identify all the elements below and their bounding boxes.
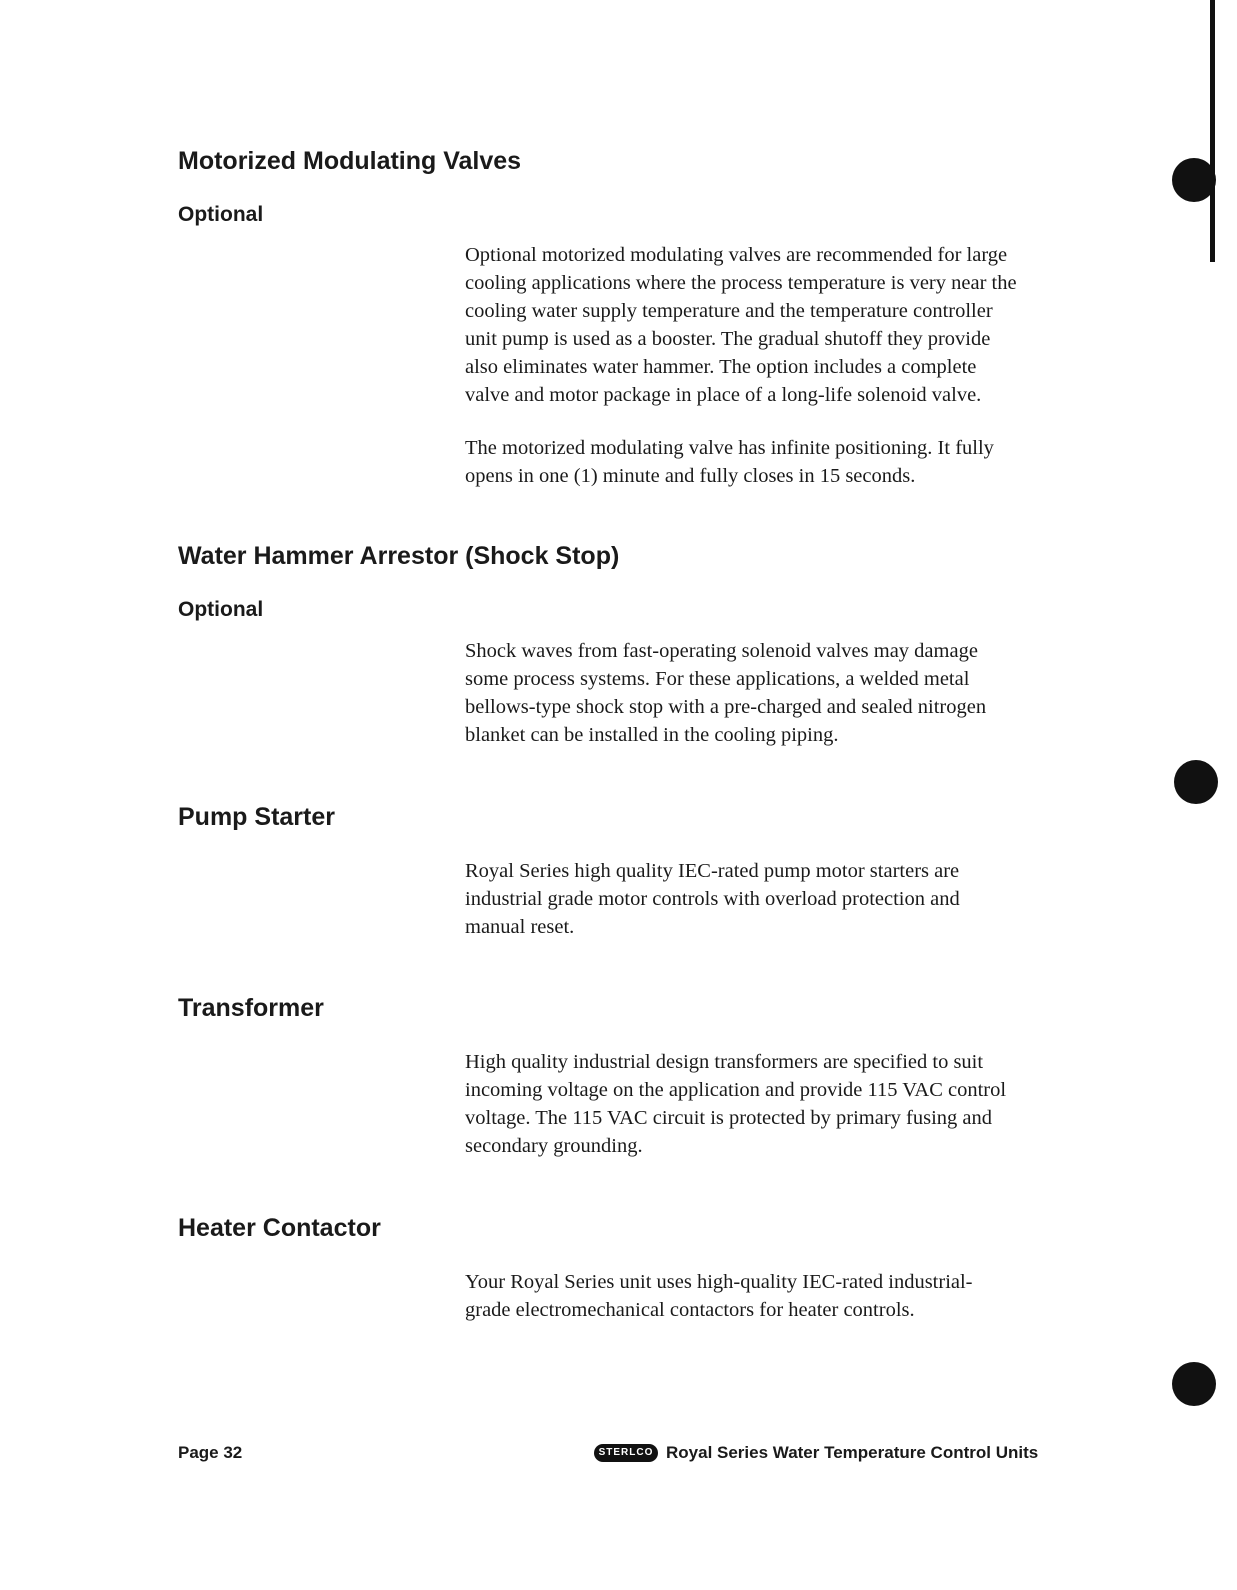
section-heading-motorized-modulating-valves: Motorized Modulating Valves bbox=[178, 147, 522, 175]
paragraph bbox=[465, 857, 1125, 941]
paragraph-line: opens in one (1) minute and fully closes in 15 seconds. bbox=[465, 465, 916, 487]
paragraph-line: unit pump is used as a booster. The gradual shutoff they provide bbox=[465, 328, 991, 350]
paragraph-line: manual reset. bbox=[465, 916, 575, 938]
paragraph bbox=[465, 637, 1125, 749]
footer-page-number: Page 32 bbox=[178, 1443, 243, 1462]
paragraph-line: High quality industrial design transformers are specified to suit bbox=[465, 1051, 984, 1073]
paragraph-line: blanket can be installed in the cooling piping. bbox=[465, 724, 839, 746]
footer-title: Royal Series Water Temperature Control Units bbox=[666, 1443, 1039, 1462]
section-heading-transformer: Transformer bbox=[178, 994, 324, 1022]
section-subheading-optional: Optional bbox=[178, 203, 264, 226]
paragraph-line: incoming voltage on the application and provide 115 VAC control bbox=[465, 1079, 1007, 1101]
paragraph-line: secondary grounding. bbox=[465, 1135, 643, 1157]
section-heading-pump-starter: Pump Starter bbox=[178, 803, 335, 831]
paragraph-line: voltage. The 115 VAC circuit is protected by primary fusing and bbox=[465, 1107, 993, 1129]
section-subheading-optional: Optional bbox=[178, 598, 264, 621]
paragraph-line: Shock waves from fast-operating solenoid valves may damage bbox=[465, 640, 978, 662]
section-heading-heater-contactor: Heater Contactor bbox=[178, 1214, 381, 1242]
paragraph-line: industrial grade motor controls with overload protection and bbox=[465, 888, 960, 910]
paragraph bbox=[465, 241, 1125, 409]
paragraph-line: Royal Series high quality IEC-rated pump motor starters are bbox=[465, 860, 960, 882]
punch-hole bbox=[1172, 158, 1216, 202]
paragraph-line: cooling water supply temperature and the temperature controller bbox=[465, 300, 993, 322]
section-heading-water-hammer-arrestor: Water Hammer Arrestor (Shock Stop) bbox=[178, 542, 620, 570]
paragraph-line: valve and motor package in place of a long-life solenoid valve. bbox=[465, 384, 982, 406]
paragraph-line: grade electromechanical contactors for heater controls. bbox=[465, 1299, 915, 1321]
paragraph-line: Your Royal Series unit uses high-quality IEC-rated industrial- bbox=[465, 1271, 973, 1293]
paragraph bbox=[465, 1268, 1125, 1324]
sterlco-logo: STERLCO bbox=[594, 1444, 658, 1462]
footer-title-group bbox=[594, 1442, 1038, 1464]
paragraph-line: The motorized modulating valve has infinite positioning. It fully bbox=[465, 437, 994, 459]
paragraph-line: Optional motorized modulating valves are recommended for large bbox=[465, 244, 1008, 266]
paragraph bbox=[465, 434, 1125, 490]
punch-hole bbox=[1172, 1362, 1216, 1406]
paragraph-line: also eliminates water hammer. The option includes a complete bbox=[465, 356, 977, 378]
paragraph-line: some process systems. For these applications, a welded metal bbox=[465, 668, 970, 690]
paragraph bbox=[465, 1048, 1125, 1160]
paragraph-line: cooling applications where the process temperature is very near the bbox=[465, 272, 1017, 294]
punch-hole bbox=[1174, 760, 1218, 804]
scan-edge-bar bbox=[1210, 0, 1215, 262]
paragraph-line: bellows-type shock stop with a pre-charged and sealed nitrogen bbox=[465, 696, 987, 718]
